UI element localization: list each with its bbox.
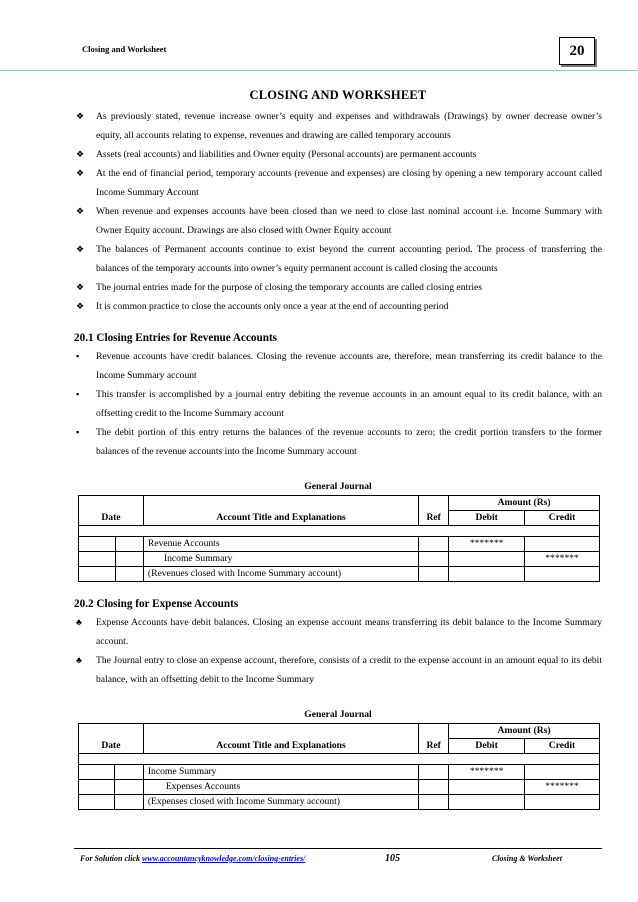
page-footer [80,854,570,863]
table-row: (Expenses closed with Income Summary account) [79,795,600,810]
footer-prefix: For Solution click [80,854,143,863]
list-item: ❖ The journal entries made for the purpose of closing the temporary accounts are called closing entries [74,278,602,297]
col-account: Account Title and Explanations [143,724,418,754]
list-item: ❖ It is common practice to close the accounts only once a year at the end of accounting period [74,297,602,316]
list-item: ♣ Expense Accounts have debit balances. Closing an expense account means transferring its debit balance to the Income Summary account. [74,613,602,651]
table-row [79,754,600,765]
section-heading-expense: 20.2 Closing for Expense Accounts [74,598,239,610]
col-ref: Ref [419,496,449,526]
chapter-number-badge: 20 [559,37,595,65]
diamond-bullet-icon: ❖ [76,282,85,292]
diamond-bullet-icon: ❖ [76,244,85,254]
footer-chapter-name: Closing & Worksheet [492,854,562,863]
col-debit: Debit [449,739,525,754]
col-credit: Credit [525,739,600,754]
list-item: ❖ When revenue and expenses accounts have been closed than we need to close last nominal account i.e. Income Summary with Owner Equity account. Drawings are also closed with Owner Equity account [74,202,602,240]
diamond-bullet-icon: ❖ [76,301,85,311]
table-row: Expenses Accounts ******* [79,780,600,795]
club-bullet-icon: ♣ [76,655,82,665]
table-row: Income Summary ******* [79,552,600,567]
list-item: ❖ Assets (real accounts) and liabilities and Owner equity (Personal accounts) are permanent accounts [74,145,602,164]
col-ref: Ref [419,724,449,754]
list-item: ❖ As previously stated, revenue increase owner’s equity and expenses and withdrawals (Drawings) by owner decrease owner’s equity, all accounts relating to expense, revenues and drawing are called temporary accounts [74,107,602,145]
list-item: ❖ At the end of financial period, temporary accounts (revenue and expenses) are closing by opening a new temporary account called Income Summary Account [74,164,602,202]
journal-header-row [79,496,600,511]
page-header [0,0,638,72]
list-item: ▪ This transfer is accomplished by a journal entry debiting the revenue accounts in an amount equal to its credit balance, with an offsetting credit to the Income Summary account [74,385,602,423]
page-title: CLOSING AND WORKSHEET [249,88,427,102]
diamond-bullet-icon: ❖ [76,149,85,159]
square-bullet-icon: ▪ [76,351,80,361]
diamond-bullet-icon: ❖ [76,111,85,121]
journal-title-expense: General Journal [304,709,372,720]
col-account: Account Title and Explanations [143,496,418,526]
section-heading-revenue: 20.1 Closing Entries for Revenue Accounts [74,332,278,344]
header-title: Closing and Worksheet [82,44,167,54]
list-item: ▪ Revenue accounts have credit balances. Closing the revenue accounts are, therefore, mean transferring its credit balance to the Income Summary account [74,347,602,385]
col-amount: Amount (Rs) [449,496,600,511]
table-row: Revenue Accounts ******* [79,537,600,552]
header-divider [0,70,638,71]
col-date: Date [79,496,144,526]
table-row: Income Summary ******* [79,765,600,780]
square-bullet-icon: ▪ [76,389,80,399]
list-item: ▪ The debit portion of this entry returns the balances of the revenue accounts to zero; the credit portion transfers to the former balances of the revenue accounts into the Income Summary account [74,423,602,461]
revenue-bullet-list [74,347,602,461]
intro-bullet-list [74,107,602,316]
page-content [74,88,602,810]
list-item: ❖ The balances of Permanent accounts continue to exist beyond the current accounting period. The process of transferring the balances of the temporary accounts into owner’s equity permanent account is called closing the accounts [74,240,602,278]
table-row [79,526,600,537]
general-journal-expense [78,723,600,810]
journal-title-revenue: General Journal [304,481,372,492]
col-amount: Amount (Rs) [449,724,600,739]
footer-divider [74,848,602,849]
page-number: 105 [385,853,400,864]
club-bullet-icon: ♣ [76,617,82,627]
col-credit: Credit [525,511,600,526]
table-row: (Revenues closed with Income Summary account) [79,567,600,582]
journal-header-row [79,724,600,739]
solution-link[interactable]: www.accountancyknowledge.com/closing-entries/ [142,854,306,863]
general-journal-revenue [78,495,600,582]
col-date: Date [79,724,144,754]
diamond-bullet-icon: ❖ [76,206,85,216]
diamond-bullet-icon: ❖ [76,168,85,178]
list-item: ♣ The Journal entry to close an expense account, therefore, consists of a credit to the expense account in an amount equal to its debit balance, with an offsetting debit to the Income Summary [74,651,602,689]
col-debit: Debit [449,511,525,526]
expense-bullet-list [74,613,602,689]
square-bullet-icon: ▪ [76,427,80,437]
